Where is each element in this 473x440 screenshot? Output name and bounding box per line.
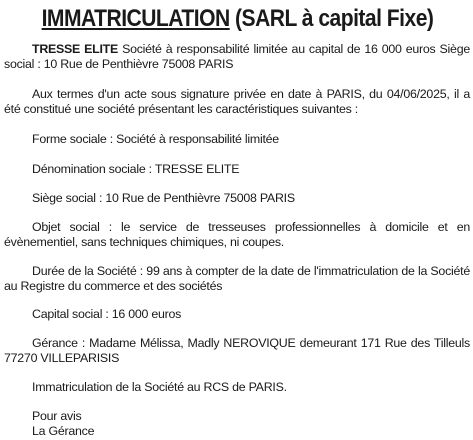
acte-paragraph: Aux termes d'un acte sous signature privée en date à PARIS, du 04/06/2025, il a été constitué une société présentant les caractéristiques suivantes : <box>4 87 470 116</box>
company-name: TRESSE ELITE <box>32 42 118 56</box>
signature-gerance: La Gérance <box>32 424 95 438</box>
notice-title <box>37 0 439 35</box>
title-underlined-part: IMMATRICULATION <box>41 5 230 32</box>
capital-paragraph: Capital social : 16 000 euros <box>32 307 182 321</box>
siege-paragraph: Siège social : 10 Rue de Penthièvre 75008 PARIS <box>32 191 295 205</box>
immatriculation-paragraph: Immatriculation de la Société au RCS de PARIS. <box>32 380 287 394</box>
duree-paragraph: Durée de la Société : 99 ans à compter de la date de l'immatriculation de la Société au Registre du commerce et des sociétés <box>4 264 470 293</box>
title-rest: (SARL à capital Fixe) <box>229 5 434 32</box>
signature-block <box>4 409 470 439</box>
intro-text: Société à responsabilité limitée au capital de 16 000 euros Siège social : 10 Rue de Penthièvre 75008 PARIS <box>4 42 470 71</box>
forme-sociale-paragraph: Forme sociale : Société à responsabilité limitée <box>32 132 279 146</box>
intro-paragraph <box>4 42 470 72</box>
signature-pour-avis: Pour avis <box>32 409 82 423</box>
objet-paragraph: Objet social : le service de tresseuses professionnelles à domicile et en évènementiel, sans techniques chimiques, ni coupes. <box>4 220 470 249</box>
gerance-paragraph: Gérance : Madame Mélissa, Madly NEROVIQUE demeurant 171 Rue des Tilleuls 77270 VILLEPARISIS <box>4 336 470 365</box>
denomination-paragraph: Dénomination sociale : TRESSE ELITE <box>32 162 240 176</box>
